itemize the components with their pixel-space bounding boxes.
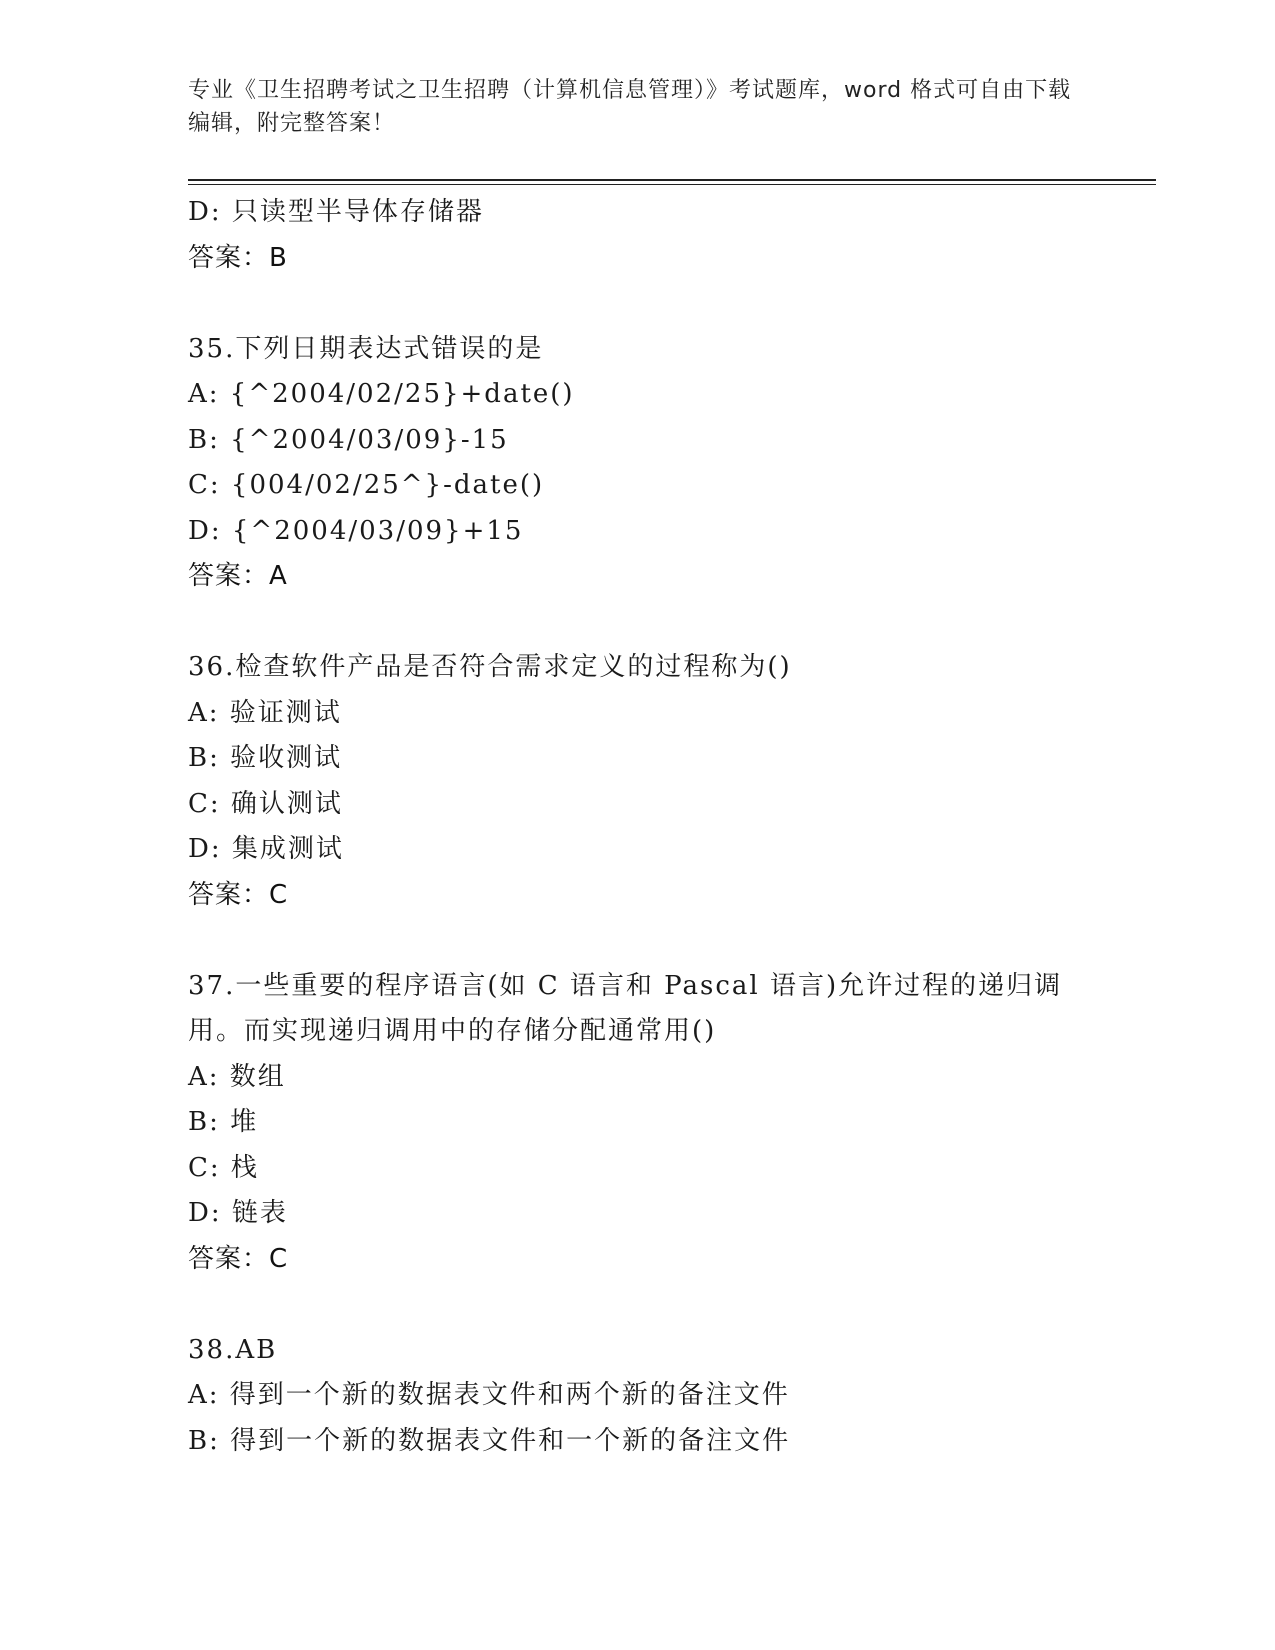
header-rule-thick [188, 179, 1156, 181]
option-c: C: {004/02/25^}-date() [188, 470, 545, 500]
spacer [188, 918, 1148, 964]
option-a: A: {^2004/02/25}+date() [188, 379, 575, 409]
answer: 答案：A [188, 561, 288, 591]
option-d: D: 只读型半导体存储器 [188, 197, 484, 227]
question-list [188, 190, 1148, 1464]
option-b: B: 得到一个新的数据表文件和一个新的备注文件 [188, 1425, 791, 1456]
option-a: A: 数组 [188, 1061, 286, 1092]
answer: 答案：B [188, 242, 288, 273]
option-c: C: 栈 [188, 1152, 259, 1183]
option-b: B: {^2004/03/09}-15 [188, 424, 509, 455]
option-b: B: 验收测试 [188, 743, 343, 773]
header-rule-thin [188, 184, 1156, 185]
question-38: 38.AB [188, 1334, 278, 1365]
option-b: B: 堆 [188, 1107, 259, 1137]
question-36: 36.检查软件产品是否符合需求定义的过程称为() [188, 652, 792, 682]
option-d: D: {^2004/03/09}+15 [188, 515, 524, 546]
spacer [188, 600, 1148, 646]
option-d: D: 集成测试 [188, 834, 344, 864]
spacer [188, 1282, 1148, 1328]
option-d: D: 链表 [188, 1198, 288, 1228]
document-header: 专业《卫生招聘考试之卫生招聘（计算机信息管理）》考试题库，word 格式可自由下载编辑，附完整答案！ [188, 78, 1072, 136]
option-c: C: 确认测试 [188, 788, 343, 819]
option-a: A: 验证测试 [188, 697, 342, 728]
answer: 答案：C [188, 879, 289, 910]
spacer [188, 281, 1148, 327]
option-a: A: 得到一个新的数据表文件和两个新的备注文件 [188, 1380, 790, 1410]
answer: 答案：C [188, 1243, 289, 1274]
question-35: 35.下列日期表达式错误的是 [188, 333, 544, 364]
question-37: 37.一些重要的程序语言(如 C 语言和 Pascal 语言)允许过程的递归调用。而实现递归调用中的存储分配通常用() [188, 970, 1063, 1046]
